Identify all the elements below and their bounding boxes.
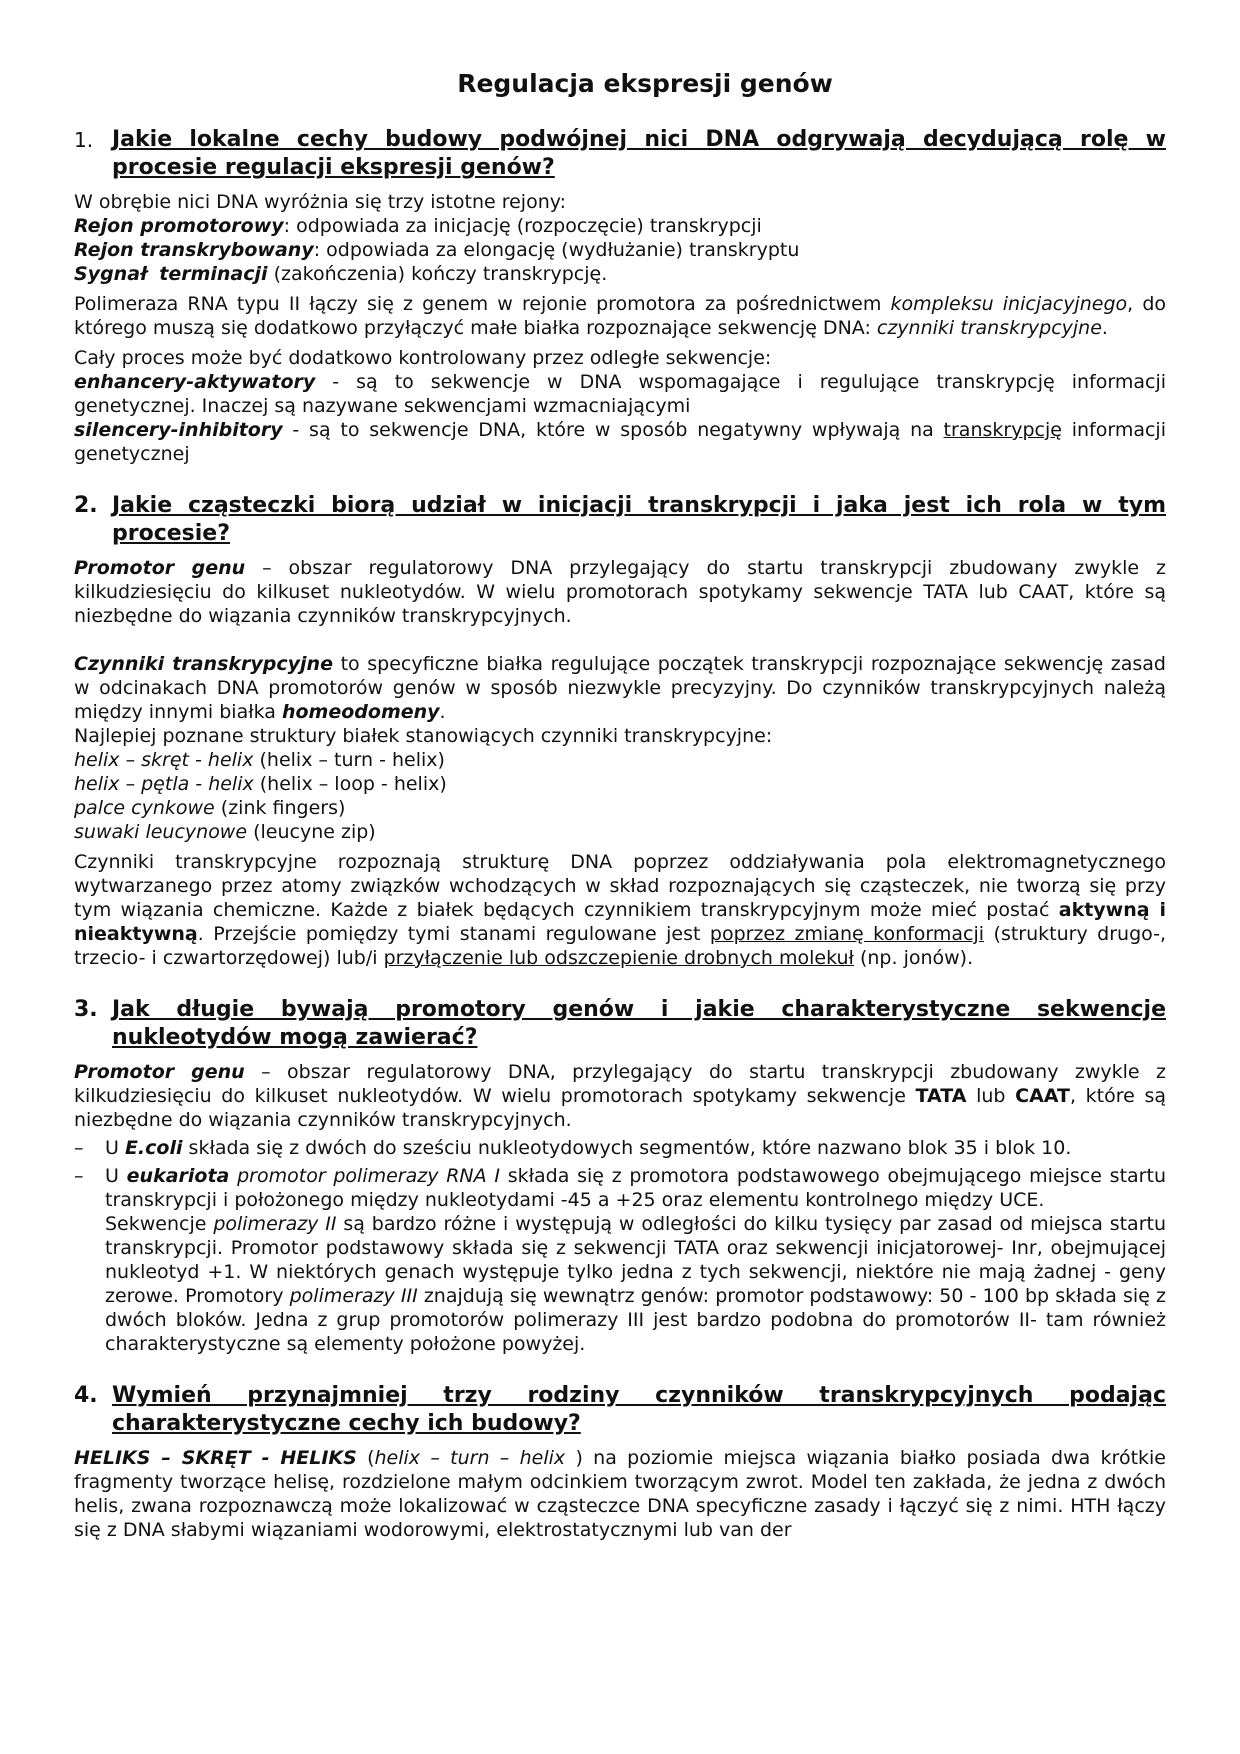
question-number: 1. <box>74 128 94 152</box>
question-2-heading <box>74 492 1166 548</box>
paragraph: Polimeraza RNA typu II łączy się z genem w rejonie promotora za pośrednictwem kompleksu inicjacyjnego, do którego muszą się dodatkowo przyłączyć małe białka rozpoznające sekwencję DNA: czynniki transkrypcyjne. <box>74 293 1167 339</box>
question-4-heading <box>74 1382 1166 1438</box>
paragraph: W obrębie nici DNA wyróżnia się trzy istotne rejony: <box>74 191 567 213</box>
dash-bullet: – <box>74 1165 84 1187</box>
question-number: 3. <box>74 997 98 1022</box>
dash-bullet: – <box>74 1137 84 1159</box>
question-number: 2. <box>74 493 98 518</box>
region-line: Rejon transkrybowany: odpowiada za elongację (wydłużanie) transkryptu <box>74 239 800 261</box>
structure-item: helix – skręt - helix (helix – turn - helix) <box>74 749 445 771</box>
hyperlink[interactable]: przyłączenie lub odszczepienie drobnych molekuł <box>383 947 854 969</box>
question-title: Wymień przynajmniej trzy rodziny czynników transkrypcyjnych podając charakterystyczne cechy ich budowy? <box>112 1383 1166 1436</box>
list-item: – U eukariota promotor polimerazy RNA I składa się z promotora podstawowego obejmującego miejsce startu transkrypcji i położonego między nukleotydami -45 a +25 oraz elementu kontrolnego między UCE. Sekwencje polimerazy II są bardzo różne i występują w odległości do kilku tysięcy par zasad od miejsca startu transkrypcji. Promotor podstawowy składa się z sekwencji TATA oraz sekwencji inicjatorowej- Inr, obejmującej nukleotyd +1. W niektórych genach występuje tylko jedna z tych sekwencji, niektóre nie mają żadnej - geny zerowe. Promotory polimerazy III znajdują się wewnątrz genów: promotor podstawowy: 50 - 100 bp składa się z dwóch bloków. Jedna z grup promotorów polimerazy III jest bardzo podobna do promotorów II- tam również charakterystyczne są elementy położone powyżej. <box>74 1165 1167 1355</box>
term: HELIKS – SKRĘT - HELIKS <box>74 1447 357 1469</box>
question-title: Jak długie bywają promotory genów i jakie charakterystyczne sekwencje nukleotydów mogą zawierać? <box>112 997 1166 1050</box>
term: Sygnał <box>74 263 148 285</box>
region-line: Rejon promotorowy: odpowiada za inicjację (rozpoczęcie) transkrypcji <box>74 215 762 237</box>
hyperlink[interactable]: transkrypcję <box>943 419 1062 441</box>
paragraph: Promotor genu – obszar regulatorowy DNA przylegający do startu transkrypcji zbudowany zwykle z kilkudziesięciu do kilkuset nukleotydów. W wielu promotorach spotykamy sekwencje TATA lub CAAT, które są niezbędne do wiązania czynników transkrypcyjnych. <box>74 557 1166 627</box>
paragraph: silencery-inhibitory - są to sekwencje DNA, które w sposób negatywny wpływają na transkrypcję informacji genetycznej <box>74 419 1166 465</box>
term: enhancery-aktywatory <box>74 371 316 393</box>
term: Rejon transkrybowany <box>74 239 314 261</box>
question-number: 4. <box>74 1383 98 1408</box>
term: Rejon promotorowy <box>74 215 284 237</box>
paragraph: Czynniki transkrypcyjne rozpoznają strukturę DNA poprzez oddziaływania pola elektromagnetycznego wytwarzanego przez atomy związków wchodzących w skład rozpoznających się cząsteczek, nie tworzą się przy tym wiązania chemiczne. Każde z białek będących czynnikiem transkrypcyjnym może mieć postać aktywną i nieaktywną. Przejście pomiędzy tymi stanami regulowane jest poprzez zmianę konformacji (struktury drugo-, trzecio- i czwartorzędowej) lub/i przyłączenie lub odszczepienie drobnych molekuł (np. jonów). <box>74 851 1167 969</box>
hyperlink[interactable]: poprzez zmianę konformacji <box>709 923 985 945</box>
region-line: Sygnał terminacji (zakończenia) kończy transkrypcję. <box>74 263 608 285</box>
structure-item: palce cynkowe (zink fingers) <box>74 797 346 819</box>
list-item: – U E.coli składa się z dwóch do sześciu nukleotydowych segmentów, które nazwano blok 35 i blok 10. <box>74 1137 1072 1159</box>
paragraph: Najlepiej poznane struktury białek stanowiących czynniki transkrypcyjne: <box>74 725 773 747</box>
structure-item: suwaki leucynowe (leucyne zip) <box>74 821 376 843</box>
term: terminacji <box>159 263 268 285</box>
question-3-heading <box>74 996 1166 1052</box>
term: silencery-inhibitory <box>74 419 283 441</box>
term: Czynniki transkrypcyjne <box>74 653 333 675</box>
question-1-heading <box>74 126 1166 182</box>
structure-item: helix – pętla - helix (helix – loop - helix) <box>74 773 447 795</box>
question-title: Jakie lokalne cechy budowy podwójnej nici DNA odgrywają decydującą rolę w procesie regulacji ekspresji genów? <box>112 127 1166 180</box>
page-title: Regulacja ekspresji genów <box>457 69 833 98</box>
term: Promotor genu <box>74 557 246 579</box>
term: Promotor genu <box>74 1061 245 1083</box>
document-content <box>74 68 1166 1542</box>
paragraph: Czynniki transkrypcyjne to specyficzne białka regulujące początek transkrypcji rozpoznające sekwencję zasad w odcinakach DNA promotorów genów w sposób niezwykle precyzyjny. Do czynników transkrypcyjnych należą między innymi białka homeodomeny. <box>74 653 1166 723</box>
bullet-list <box>74 1136 1166 1356</box>
paragraph: HELIKS – SKRĘT - HELIKS (helix – turn – helix ) na poziomie miejsca wiązania białko posiada dwa krótkie fragmenty tworzące helisę, rozdzielone małym odcinkiem tworzącym zwrot. Model ten zakłada, że jedna z dwóch helis, zwana rozpoznawczą może lokalizować w cząsteczce DNA specyficzne zasady i łączyć się z nimi. HTH łączy się z DNA słabymi wiązaniami wodorowymi, elektrostatycznymi lub van der <box>74 1447 1166 1541</box>
paragraph: Promotor genu – obszar regulatorowy DNA, przylegający do startu transkrypcji zbudowany zwykle z kilkudziesięciu do kilkuset nukleotydów. W wielu promotorach spotykamy sekwencje TATA lub CAAT, które są niezbędne do wiązania czynników transkrypcyjnych. <box>74 1061 1166 1131</box>
paragraph: Cały proces może być dodatkowo kontrolowany przez odległe sekwencje: <box>74 347 772 369</box>
paragraph: enhancery-aktywatory - są to sekwencje w DNA wspomagające i regulujące transkrypcję informacji genetycznej. Inaczej są nazywane sekwencjami wzmacniającymi <box>74 371 1166 417</box>
question-title: Jakie cząsteczki biorą udział w inicjacji transkrypcji i jaka jest ich rola w tym procesie? <box>112 493 1166 546</box>
